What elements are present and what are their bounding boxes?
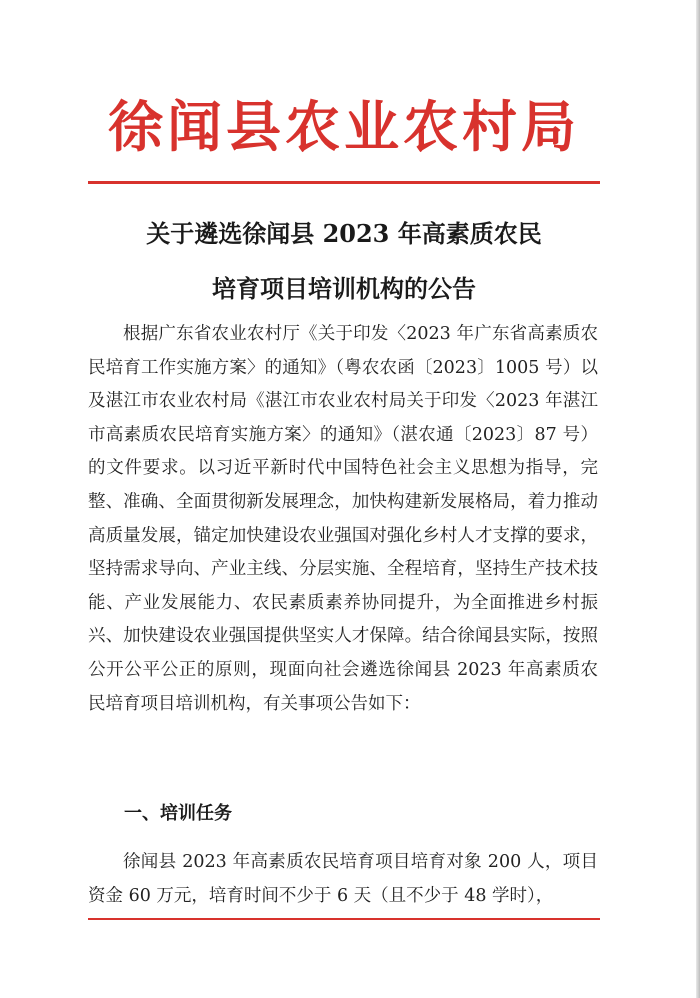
notice-body [88,318,598,721]
footer-red-rule [88,918,600,920]
section-heading-training-task: 一、培训任务 [124,803,232,824]
paragraph-intro: 根据广东省农业农村厅《关于印发〈2023 年广东省高素质农民培育工作实施方案〉的通知》（粤农农函〔2023〕1005 号）以及湛江市农业农村局《湛江市农业农村局关于印发〈2023 年湛江市高素质农民培育实施方案〉的通知》（湛农通〔2023〕87 号）的文件要求。以习近平新时代中国特色社会主义思想为指导，完整、准确、全面贯彻新发展理念，加快构建新发展格局，着力推动高质量发展，锚定加快建设农业强国对强化乡村人才支撑的要求，坚持需求导向、产业主线、分层实施、全程培育，坚持生产技术技能、产业发展能力、农民素质素养协同提升，为全面推进乡村振兴、加快建设农业强国提供坚实人才保障。结合徐闻县实际，按照公开公平公正的原则，现面向社会遴选徐闻县 2023 年高素质农民培育项目培训机构，有关事项公告如下： [88,324,598,714]
section-1-body [88,846,598,913]
notice-title-line-1: 关于遴选徐闻县 2023 年高素质农民 [146,219,542,248]
notice-title-line-2: 培育项目培训机构的公告 [212,274,476,303]
header-red-rule [88,181,600,184]
page-edge-shadow [696,0,700,998]
paragraph-training-task: 徐闻县 2023 年高素质农民培育项目培育对象 200 人，项目资金 60 万元，培育时间不少于 6 天（且不少于 48 学时）， [88,852,598,906]
agency-header-title: 徐闻县农业农村局 [107,94,580,159]
